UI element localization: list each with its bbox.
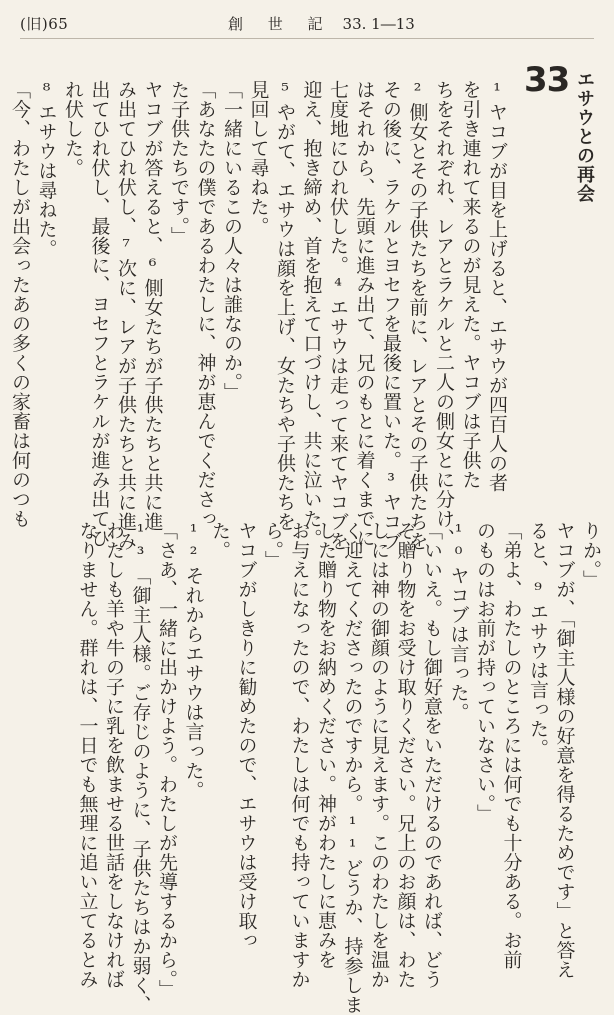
text-column: ら。」 — [262, 521, 284, 570]
text-column: しには神の御顔のように見えます。このわたしを温か — [368, 521, 390, 989]
text-column: わたしも羊や牛の子に乳を飲ませる世話をしなければ — [103, 521, 125, 989]
text-column: した贈り物をお納めください。神がわたしに恵みを — [315, 521, 337, 970]
upper-text-block — [9, 80, 510, 551]
text-column: 見回して尋ねた。 — [247, 80, 270, 236]
section-heading: エサウとの再会 — [574, 70, 595, 203]
text-column: ¹²それからエサウは言った。 — [182, 521, 205, 800]
text-column: ちをそれぞれ、レアとラケルと二人の側女とに分け、 — [433, 80, 455, 548]
text-column: く迎えてくださったのですから。¹¹どうか、持参しま — [341, 521, 364, 1015]
text-column: 「弟よ、わたしのところには何でも十分ある。お前 — [500, 521, 523, 970]
header-rule — [20, 38, 594, 39]
page-label: (旧)65 — [20, 15, 69, 33]
text-column: を引き連れて来るのが見えた。ヤコブは子供た — [459, 80, 482, 490]
text-column: 「あなたの僕であるわたしに、神が恵んでくださっ — [194, 80, 217, 529]
text-column: た子供たちです。」 — [168, 80, 190, 246]
text-column: 出てひれ伏し、最後に、ヨセフとラケルが進み出てひ — [88, 80, 111, 548]
text-column: ぞ贈り物をお受け取りください。兄上のお顔は、わた — [394, 521, 417, 989]
text-column: ヤコブが、「御主人様の好意を得るためです」と答え — [553, 521, 576, 980]
text-column: 「いいえ。もし御好意をいただけるのであれば、どう — [421, 521, 443, 989]
text-column: た。 — [209, 521, 231, 560]
text-column: ¹³「御主人様。ご存じのように、子供たちはか弱く、 — [129, 521, 152, 1015]
text-column: み出てひれ伏し、⁷次に、レアが子供たちと共に進み — [115, 80, 137, 551]
chapter-range: 33. 1―13 — [342, 15, 415, 33]
text-column: 「今、わたしが出会ったあの多くの家畜は何のつも — [9, 80, 31, 529]
text-column: ¹ヤコブが目を上げると、エサウが四百人の者 — [486, 80, 508, 493]
lower-text-block — [60, 521, 604, 1015]
text-column: その後に、ラケルとヨセフを最後に置いた。³ヤコブ — [380, 80, 402, 551]
running-header — [228, 13, 415, 34]
book-title: 創 世 記 — [228, 15, 333, 33]
text-column: お与えになったので、わたしは何でも持っていますか — [288, 521, 311, 989]
text-column: ⁸エサウは尋ねた。 — [35, 80, 58, 259]
text-column: ²側女とその子供たちを前に、レアとその子供たちを — [406, 80, 429, 551]
text-column: 迎え、抱き締め、首を抱えて口づけし、共に泣いた。 — [300, 80, 323, 548]
text-column: れ伏した。 — [62, 80, 84, 178]
text-column: ヤコブがしきりに勧めたので、エサウは受け取っ — [235, 521, 258, 950]
text-column: のものはお前が持っていなさい。」 — [474, 521, 496, 824]
text-column: ると、⁹エサウは言った。 — [527, 521, 549, 758]
text-column: 「一緒にいるこの人々は誰なのか。」 — [221, 80, 243, 402]
text-column: 「さあ、一緒に出かけよう。わたしが先導するから。」 — [156, 521, 178, 999]
text-column: ヤコブが答えると、⁶側女たちが子供たちと共に進 — [141, 80, 164, 532]
text-column: はそれから、先頭に進み出て、兄のもとに着くまでに — [353, 80, 376, 548]
text-column: ⁵やがて、エサウは顔を上げ、女たちや子供たちを — [274, 80, 296, 532]
text-column: りか。」 — [580, 521, 602, 590]
text-column: ¹⁰ヤコブは言った。 — [447, 521, 470, 722]
text-column: なりません。群れは、一日でも無理に追い立てるとみ — [76, 521, 99, 989]
chapter-number: 33 — [524, 60, 570, 100]
text-column: 七度地にひれ伏した。⁴エサウは走って来てヤコブを — [327, 80, 349, 551]
